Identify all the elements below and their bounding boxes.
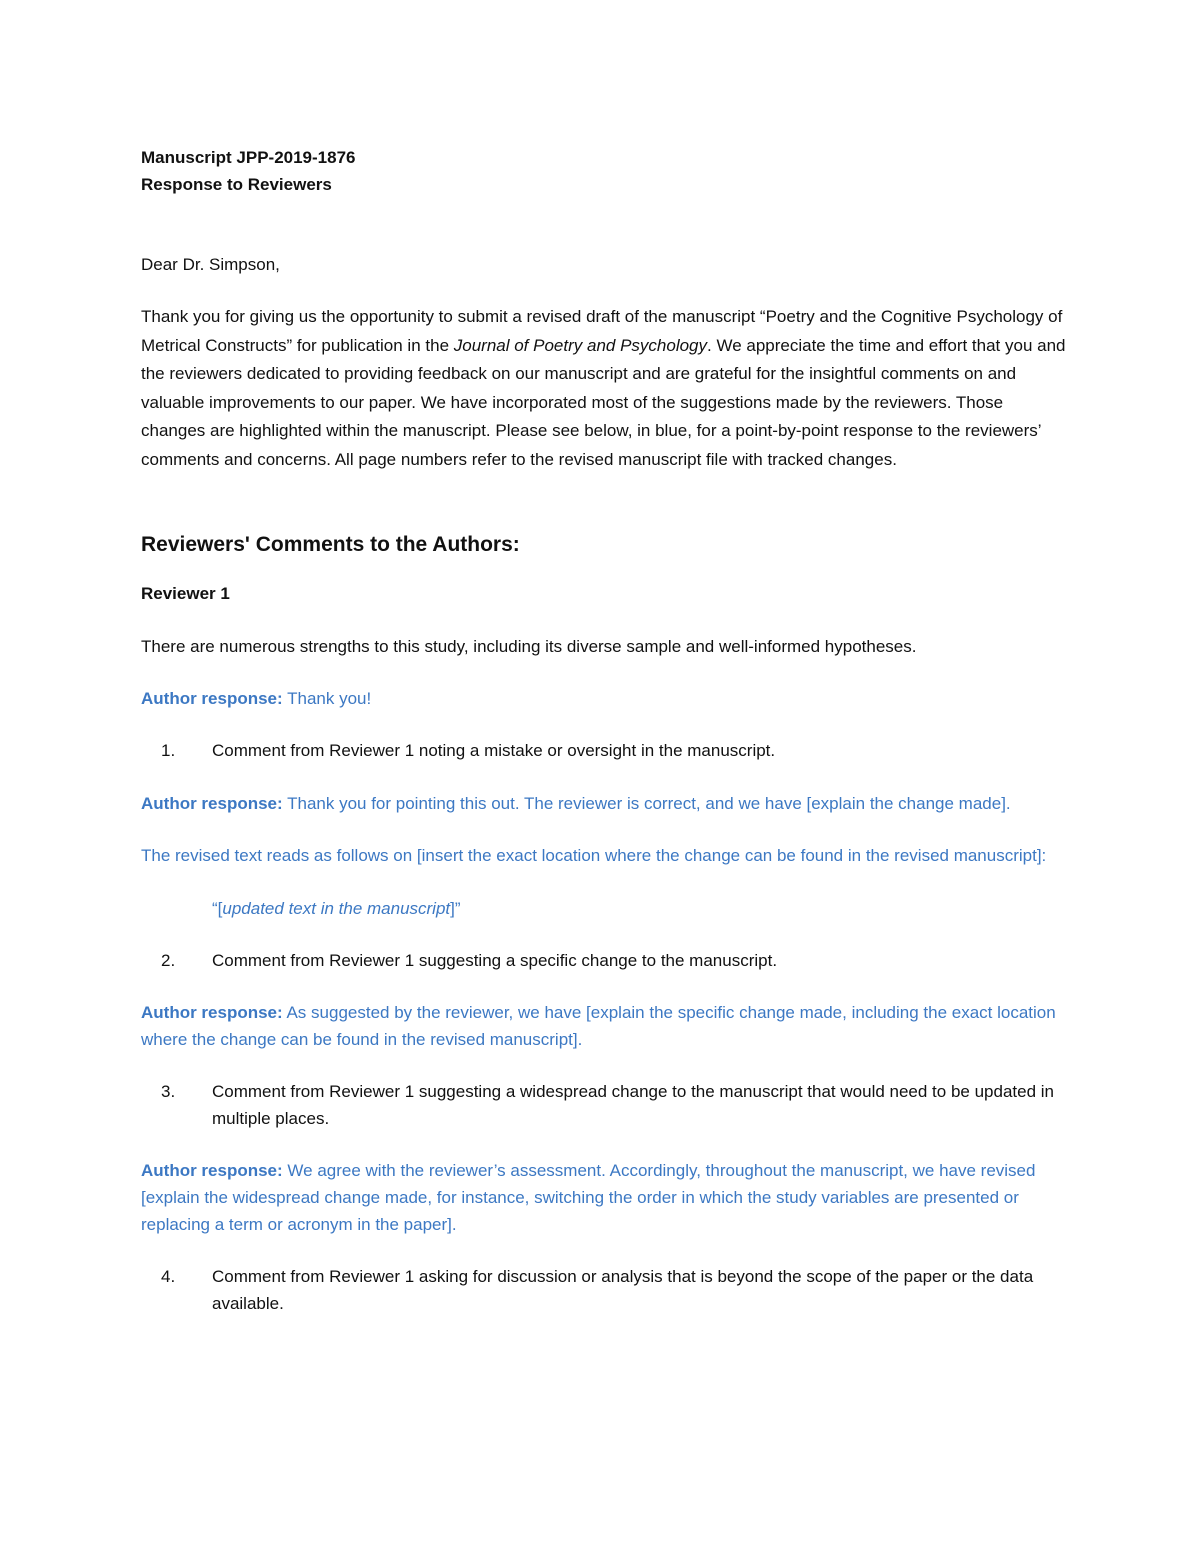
- response-label: Author response:: [141, 1160, 283, 1180]
- author-response-1: [141, 790, 1071, 817]
- manuscript-id: Manuscript JPP-2019-1876: [141, 148, 356, 167]
- response-text: We agree with the reviewer’s assessment. Accordingly, throughout the manuscript, we have revised [explain the widespread change made, for instance, switching the order in which the study variables are presented or replacing a term or acronym in the paper].: [141, 1160, 1036, 1234]
- list-number: 2.: [161, 950, 176, 970]
- revised-text-quote: [141, 895, 1071, 922]
- reviewer-comment: Comment from Reviewer 1 suggesting a widespread change to the manuscript that would need to be updated in multiple places.: [212, 1081, 1054, 1128]
- list-item: [141, 1078, 1071, 1132]
- revised-text-intro: The revised text reads as follows on [insert the exact location where the change can be found in the revised manuscript]:: [141, 845, 1047, 865]
- author-response-general: [141, 685, 1071, 712]
- response-label: Author response:: [141, 1002, 283, 1022]
- intro-text-part2: . We appreciate the time and effort that you and the reviewers dedicated to providing feedback on our manuscript and are grateful for the insightful comments on and valuable improvements to our paper. We have incorporated most of the suggestions made by the reviewers. Those changes are highlighted within the manuscript. Please see below, in blue, for a point-by-point response to the reviewers’ comments and concerns. All page numbers refer to the revised manuscript file with tracked changes.: [141, 335, 1066, 469]
- quote-close: ]”: [450, 898, 461, 918]
- author-response-2: [141, 999, 1071, 1053]
- reviewer-comment: Comment from Reviewer 1 noting a mistake or oversight in the manuscript.: [212, 740, 776, 760]
- intro-paragraph: [141, 303, 1071, 475]
- document-body: [141, 144, 1071, 1317]
- author-response-3: [141, 1157, 1071, 1238]
- list-number: 3.: [161, 1081, 176, 1101]
- quote-open: “[: [212, 898, 223, 918]
- intro-text-part1: Thank you for giving us the opportunity to submit a revised draft of the manuscript “Poetry and the Cognitive Psychology of Metrical Constructs” for publication in the: [141, 307, 1063, 355]
- list-item: [141, 947, 1071, 974]
- document-subtitle: Response to Reviewers: [141, 175, 332, 194]
- list-item: [141, 737, 1071, 764]
- list-item: [141, 1263, 1071, 1317]
- response-text: Thank you!: [282, 688, 372, 708]
- journal-title: Journal of Poetry and Psychology: [453, 335, 708, 355]
- response-text: Thank you for pointing this out. The reviewer is correct, and we have [explain the change made].: [282, 793, 1011, 813]
- reviewer-heading: Reviewer 1: [141, 583, 230, 603]
- response-label: Author response:: [141, 688, 283, 708]
- list-number: 1.: [161, 740, 176, 760]
- response-label: Author response:: [141, 793, 283, 813]
- reviewer-comment: Comment from Reviewer 1 asking for discussion or analysis that is beyond the scope of the paper or the data available.: [212, 1266, 1034, 1313]
- salutation: Dear Dr. Simpson,: [141, 255, 280, 274]
- response-text: As suggested by the reviewer, we have [explain the specific change made, including the exact location where the change can be found in the revised manuscript].: [141, 1002, 1056, 1049]
- quote-text: updated text in the manuscript: [222, 898, 451, 918]
- reviewer-comment: Comment from Reviewer 1 suggesting a specific change to the manuscript.: [212, 950, 778, 970]
- section-heading: Reviewers' Comments to the Authors:: [141, 532, 520, 556]
- list-number: 4.: [161, 1266, 176, 1286]
- reviewer-general-comment: There are numerous strengths to this study, including its diverse sample and well-informed hypotheses.: [141, 636, 917, 656]
